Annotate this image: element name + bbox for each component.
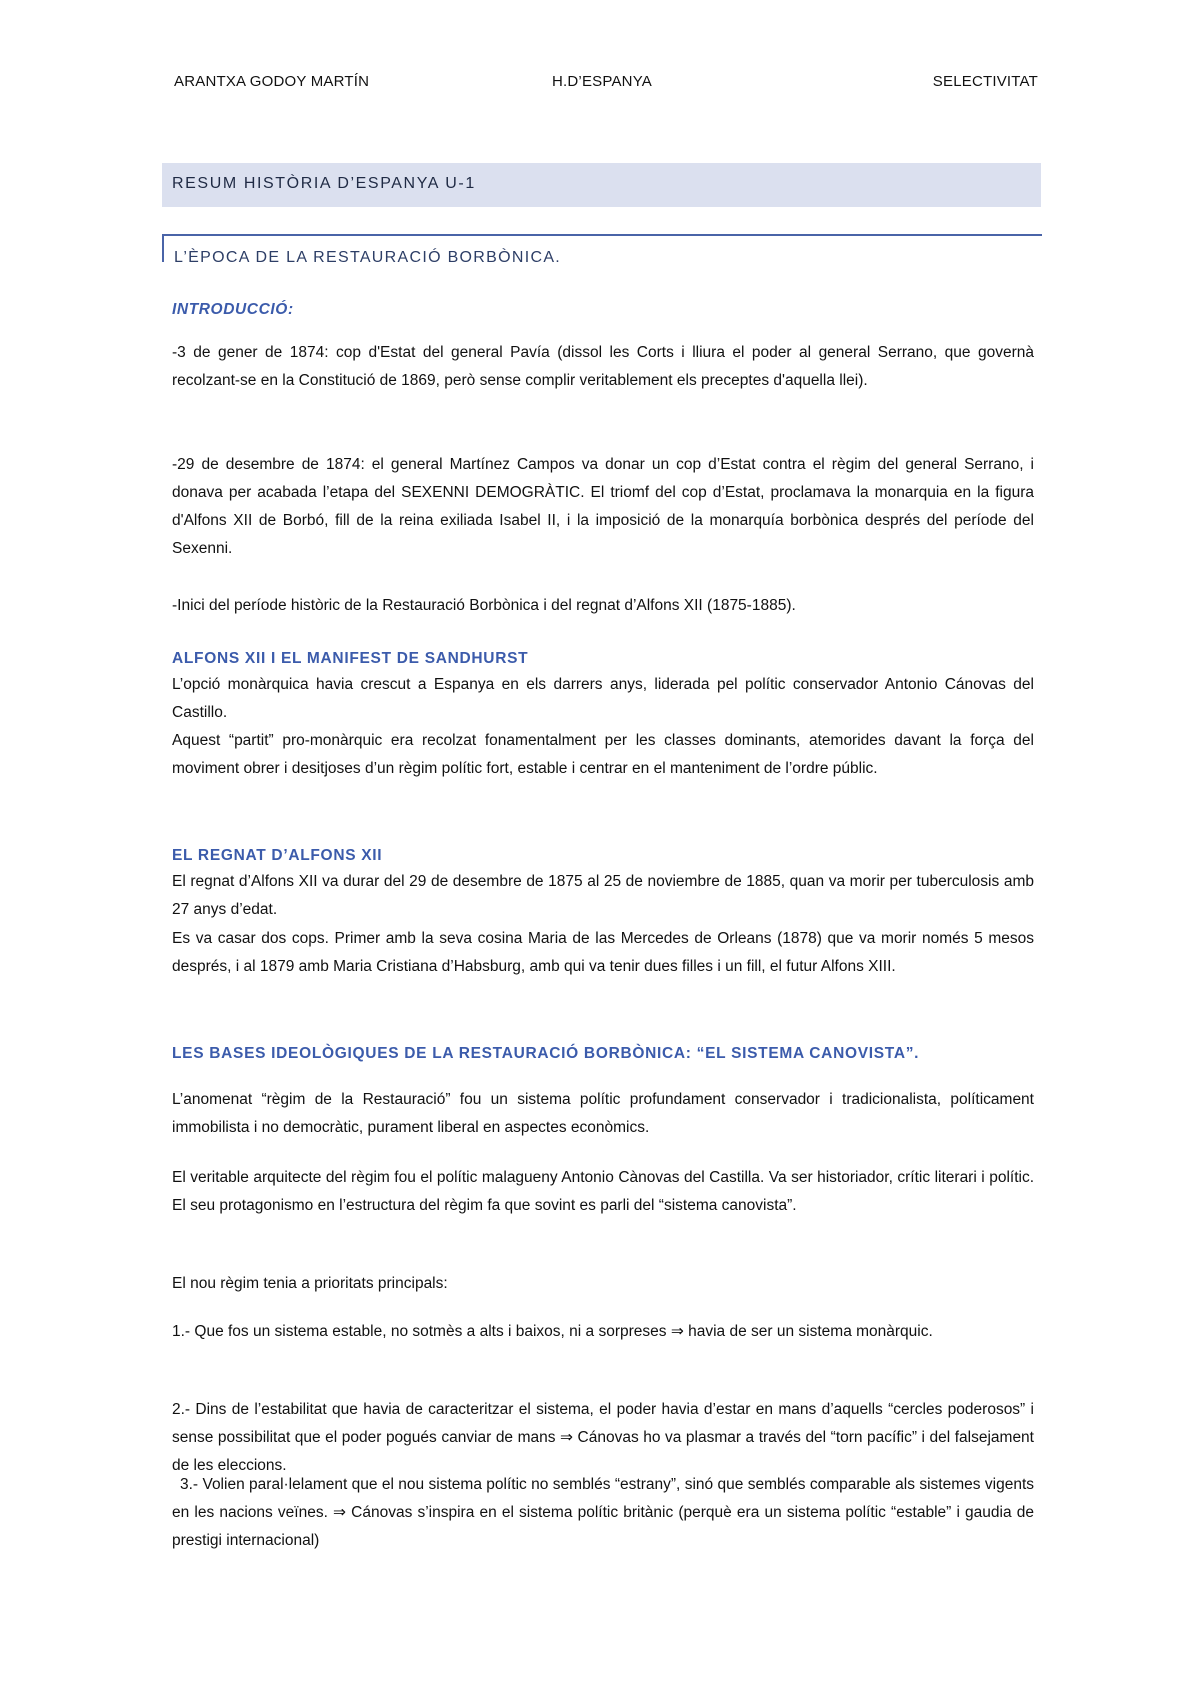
section-heading-regnat: EL REGNAT D’ALFONS XII	[172, 847, 383, 864]
section-heading-bases: LES BASES IDEOLÒGIQUES DE LA RESTAURACIÓ BORBÒNICA: “EL SISTEMA CANOVISTA”.	[172, 1045, 920, 1062]
intro-paragraph: -3 de gener de 1874: cop d'Estat del general Pavía (dissol les Corts i lliura el poder al general Serrano, que governà recolzant-se en la Constitució de 1869, però sense complir veritablement els preceptes d'aquella llei).	[172, 344, 1034, 389]
intro-paragraph: -Inici del període històric de la Restauració Borbònica i del regnat d’Alfons XII (1875-1885).	[172, 597, 796, 614]
section-title: L’ÈPOCA DE LA RESTAURACIÓ BORBÒNICA.	[174, 249, 562, 266]
section-title-box	[162, 234, 1042, 266]
priority-item: 3.- Volien paral·lelament que el nou sistema polític no semblés “estrany”, sinó que semblés comparable als sistemes vigents en les nacions veïnes. ⇒ Cánovas s’inspira en el sistema polític britànic (perquè era un sistema polític “estable” i gaudia de prestigi internacional)	[172, 1476, 1034, 1549]
paragraph: L’anomenat “règim de la Restauració” fou un sistema polític profundament conservador i tradicionalista, políticament immobilista i no democràtic, purament liberal en aspectes econòmics.	[172, 1091, 1034, 1136]
document-title: RESUM HISTÒRIA D’ESPANYA U-1	[172, 175, 476, 192]
paragraph: El regnat d’Alfons XII va durar del 29 de desembre de 1875 al 25 de noviembre de 1885, quan va morir per tuberculosis amb 27 anys d’edat.	[172, 873, 1034, 918]
priority-item: 2.- Dins de l’estabilitat que havia de caracteritzar el sistema, el poder havia d’estar en mans d’aquells “cercles poderosos” i sense possibilitat que el poder pogués canviar de mans ⇒ Cánovas ho va plasmar a través del “torn pacífic” i del falsejament de les eleccions.	[172, 1401, 1034, 1474]
paragraph: L’opció monàrquica havia crescut a Espanya en els darrers anys, liderada pel polític conservador Antonio Cánovas del Castillo.	[172, 676, 1034, 721]
header-subject: H.D’ESPANYA	[552, 73, 653, 90]
paragraph: Aquest “partit” pro-monàrquic era recolzat fonamentalment per les classes dominants, atemorides davant la força del moviment obrer i desitjoses d’un règim polític fort, estable i centrar en el manteniment de l’ordre públic.	[172, 732, 1034, 777]
intro-heading: INTRODUCCIÓ:	[172, 301, 294, 318]
document-title-box	[162, 163, 1041, 207]
paragraph: El nou règim tenia a prioritats principals:	[172, 1275, 448, 1292]
header-course: SELECTIVITAT	[932, 73, 1038, 90]
intro-paragraph: -29 de desembre de 1874: el general Martínez Campos va donar un cop d’Estat contra el règim del general Serrano, i donava per acabada l’etapa del SEXENNI DEMOGRÀTIC. El triomf del cop d’Estat, proclamava la monarquia en la figura d'Alfons XII de Borbó, fill de la reina exiliada Isabel II, i la imposició de la monarquía borbònica després del període del Sexenni.	[172, 456, 1034, 557]
header-author: ARANTXA GODOY MARTÍN	[174, 73, 370, 90]
paragraph: Es va casar dos cops. Primer amb la seva cosina Maria de las Mercedes de Orleans (1878) que va morir només 5 mesos després, i al 1879 amb Maria Cristiana d’Habsburg, amb qui va tenir dues filles i un fill, el futur Alfons XIII.	[172, 930, 1034, 975]
section-heading-sandhurst: ALFONS XII I EL MANIFEST DE SANDHURST	[172, 650, 529, 667]
priority-item: 1.- Que fos un sistema estable, no sotmès a alts i baixos, ni a sorpreses ⇒ havia de ser un sistema monàrquic.	[172, 1323, 933, 1340]
paragraph: El veritable arquitecte del règim fou el polític malagueny Antonio Cànovas del Castilla. Va ser historiador, crític literari i polític. El seu protagonismo en l’estructura del règim fa que sovint es parli del “sistema canovista”.	[172, 1169, 1034, 1214]
